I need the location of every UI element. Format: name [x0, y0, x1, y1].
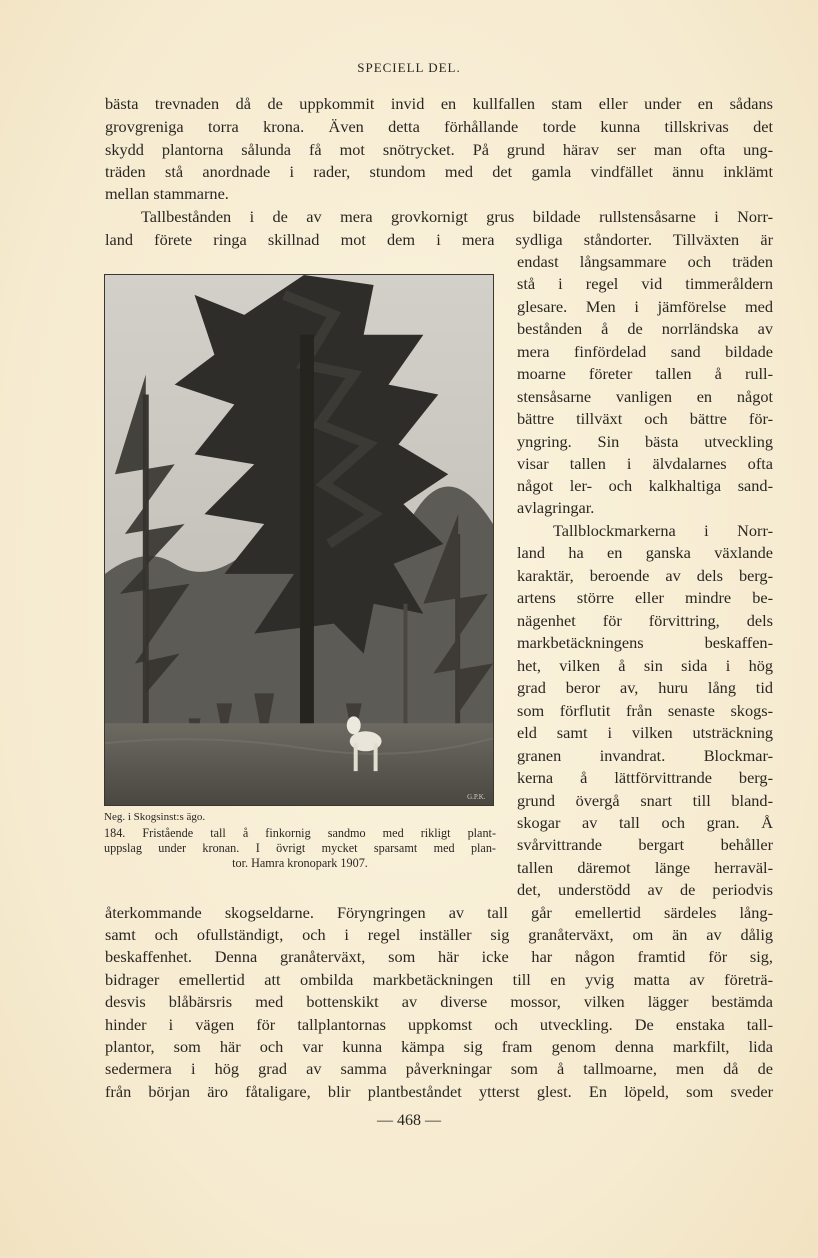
column-line: det, understödd av de periodvis — [517, 880, 773, 899]
column-line: moarne företer tallen å rull- — [517, 364, 773, 383]
running-head: SPECIELL DEL. — [357, 60, 461, 75]
column-line: svårvittrande bergart behåller — [517, 835, 773, 854]
body-line: samt och ofullständigt, och i regel inställer sig granåterväxt, om än av dålig — [105, 925, 773, 944]
body-line: land förete ringa skillnad mot dem i mera sydliga ståndorter. Tillväxten är — [105, 230, 773, 249]
caption-line: tor. Hamra kronopark 1907. — [232, 856, 368, 870]
column-line: stå i regel vid timmeråldern — [517, 274, 773, 293]
page-number: — 468 — — [377, 1112, 441, 1129]
column-line: endast långsammare och träden — [517, 252, 773, 271]
column-line: markbetäckningens beskaffen- — [517, 633, 773, 652]
column-line: karaktär, beroende av dels berg- — [517, 566, 773, 585]
photo-signature: G.P.K. — [467, 793, 486, 802]
pine-tree-photo — [105, 275, 493, 805]
body-line: träden stå anordnade i rader, stundom med det gamla vindfället ännu inklämt — [105, 162, 773, 181]
column-line: avlagringar. — [517, 498, 595, 517]
body-line: desvis blåbärsris med bottenskikt av diverse mossor, vilken lägger bestämda — [105, 992, 773, 1011]
body-line: bästa trevnaden då de uppkommit invid en kullfallen stam eller under en sådans — [105, 94, 773, 113]
body-line: hinder i vägen för tallplantornas uppkomst och utveckling. De enstaka tall- — [105, 1015, 773, 1034]
body-line: plantor, som här och var kunna kämpa sig fram genom denna markfilt, lida — [105, 1037, 773, 1056]
column-line: visar tallen i älvdalarnes ofta — [517, 454, 773, 473]
column-line: stensåsarne vanligen en något — [517, 387, 773, 406]
column-line: yngring. Sin bästa utveckling — [517, 432, 773, 451]
column-line: grad beror av, huru lång tid — [517, 678, 773, 697]
column-line: skogar av tall och gran. Å — [517, 813, 773, 832]
column-line: grund övergå snart till bland- — [517, 791, 773, 810]
column-line: artens större eller mindre be- — [517, 588, 773, 607]
negative-credit: Neg. i Skogsinst:s ägo. — [104, 811, 206, 823]
body-line: Tallbestånden i de av mera grovkornigt grus bildade rullstensåsarne i Norr- — [141, 207, 773, 226]
column-line: bättre tillväxt och bättre för- — [517, 409, 773, 428]
column-line: glesare. Men i jämförelse med — [517, 297, 773, 316]
body-line: mellan stammarne. — [105, 184, 229, 203]
caption-line: uppslag under kronan. I övrigt mycket sparsamt med plan- — [104, 841, 496, 855]
body-line: sedermera i hög grad av samma påverkningar som å tallmoarne, men då de — [105, 1059, 773, 1078]
column-line: Tallblockmarkerna i Norr- — [553, 521, 773, 540]
column-line: bestånden å de norrländska av — [517, 319, 773, 338]
body-line: återkommande skogseldarne. Föryngringen av tall går emellertid särdeles lång- — [105, 903, 773, 922]
column-line: tallen däremot länge herraväl- — [517, 858, 773, 877]
body-line: skydd plantorna sålunda få mot snötrycket. På grund härav ser man ofta ung- — [105, 140, 773, 159]
body-line: grovgreniga torra krona. Även detta förhållande torde kunna tillskrivas det — [105, 117, 773, 136]
column-line: något ler- och kalkhaltiga sand- — [517, 476, 773, 495]
caption-line: 184. Fristående tall å finkornig sandmo med rikligt plant- — [104, 826, 496, 840]
column-line: som förflutit från senaste skogs- — [517, 701, 773, 720]
column-line: land ha en ganska växlande — [517, 543, 773, 562]
body-line: från början äro fåtaligare, blir plantbeståndet ytterst glest. En löpeld, som sveder — [105, 1082, 773, 1101]
column-line: kerna å lättförvittrande berg- — [517, 768, 773, 787]
body-line: bidrager emellertid att ombilda markbetäckningen till en yvig matta av företrä- — [105, 970, 773, 989]
figure-caption — [104, 826, 496, 871]
column-line: granen invandrat. Blockmar- — [517, 746, 773, 765]
body-line: beskaffenhet. Denna granåterväxt, som här icke har någon framtid för sig, — [105, 947, 773, 966]
column-line: eld samt i vilken utsträckning — [517, 723, 773, 742]
column-line: mera finfördelad sand bildade — [517, 342, 773, 361]
figure-photograph — [104, 274, 494, 806]
column-line: het, vilken å sin sida i hög — [517, 656, 773, 675]
column-line: nägenhet för förvittring, dels — [517, 611, 773, 630]
